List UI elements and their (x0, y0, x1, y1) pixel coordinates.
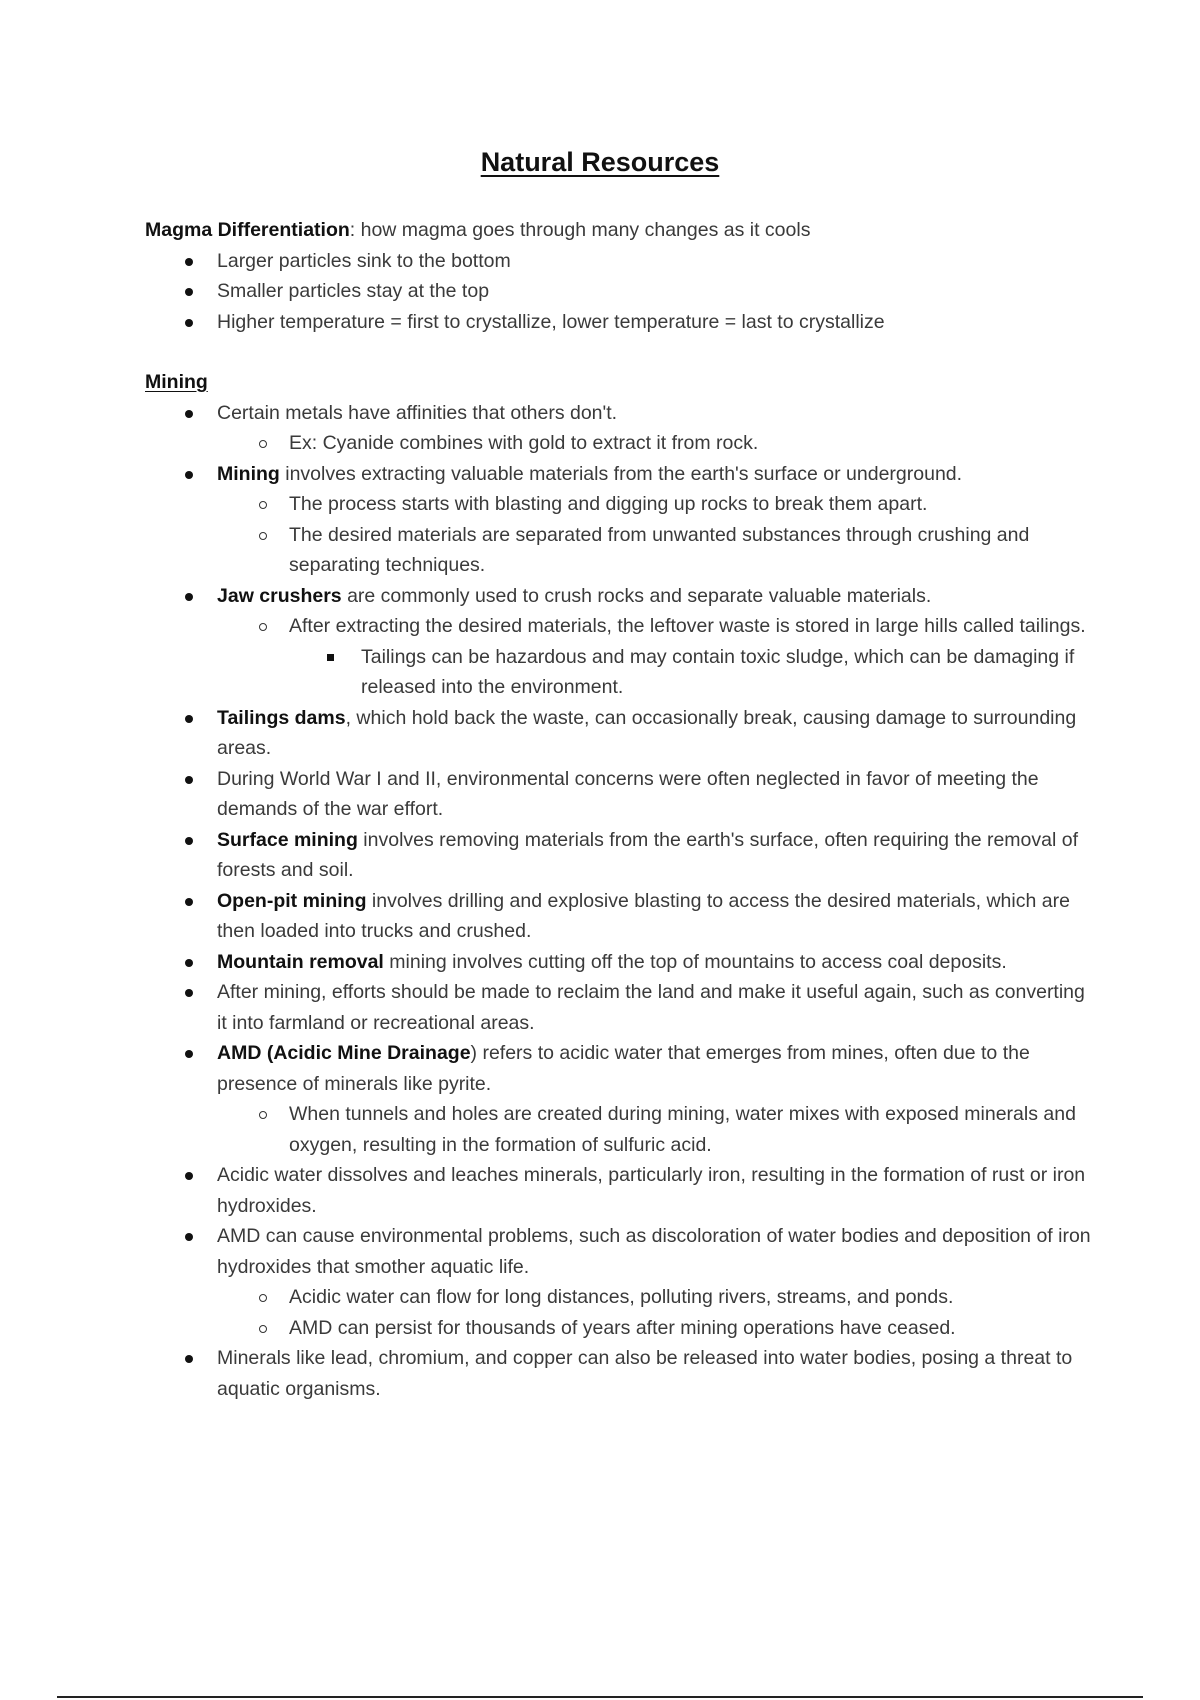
intro-definition (145, 215, 1095, 246)
list-item: Surface mining involves removing materials from the earth's surface, often requiring the removal of forests and soil. (145, 825, 1095, 886)
list-item: Certain metals have affinities that others don't. Ex: Cyanide combines with gold to extract it from rock. (145, 398, 1095, 459)
list-item: AMD (Acidic Mine Drainage) refers to acidic water that emerges from mines, often due to the presence of minerals like pyrite. When tunnels and holes are created during mining, water mixes with exposed minerals and oxygen, resulting in the formation of sulfuric acid. (145, 1038, 1095, 1160)
list-item: Acidic water dissolves and leaches minerals, particularly iron, resulting in the formation of rust or iron hydroxides. (145, 1160, 1095, 1221)
list-item: Mining involves extracting valuable materials from the earth's surface or underground. The process starts with blasting and digging up rocks to break them apart. The desired materials are separated from unwanted substances through crushing and separating techniques. (145, 459, 1095, 581)
document-body (145, 215, 1095, 1404)
list-item: Minerals like lead, chromium, and copper can also be released into water bodies, posing a threat to aquatic organisms. (145, 1343, 1095, 1404)
list-item: Smaller particles stay at the top (145, 276, 1095, 307)
intro-term: Magma Differentiation (145, 219, 350, 241)
list-item: Open-pit mining involves drilling and explosive blasting to access the desired materials, which are then loaded into trucks and crushed. (145, 886, 1095, 947)
list-item: Higher temperature = first to crystallize, lower temperature = last to crystallize (145, 307, 1095, 338)
list-item: During World War I and II, environmental concerns were often neglected in favor of meeting the demands of the war effort. (145, 764, 1095, 825)
sub-list-item: Ex: Cyanide combines with gold to extract it from rock. (217, 428, 1095, 459)
intro-definition-text: : how magma goes through many changes as it cools (349, 219, 811, 241)
sub-list-item: After extracting the desired materials, the leftover waste is stored in large hills called tailings. Tailings can be hazardous and may contain toxic sludge, which can be damaging if released into the environment. (217, 611, 1095, 703)
list-item: Mountain removal mining involves cutting off the top of mountains to access coal deposits. (145, 947, 1095, 978)
intro-bullet-list (145, 246, 1095, 338)
list-item: AMD can cause environmental problems, such as discoloration of water bodies and deposition of iron hydroxides that smother aquatic life. Acidic water can flow for long distances, polluting rivers, streams, and ponds. AMD can persist for thousands of years after mining operations have ceased. (145, 1221, 1095, 1343)
footer-divider (57, 1696, 1143, 1698)
sub-list-item: The desired materials are separated from unwanted substances through crushing and separating techniques. (217, 520, 1095, 581)
mining-bullet-list (145, 398, 1095, 1405)
sub-list-item: When tunnels and holes are created during mining, water mixes with exposed minerals and oxygen, resulting in the formation of sulfuric acid. (217, 1099, 1095, 1160)
sub-list-item: AMD can persist for thousands of years after mining operations have ceased. (217, 1313, 1095, 1344)
list-item: Larger particles sink to the bottom (145, 246, 1095, 277)
sub-list-item: The process starts with blasting and digging up rocks to break them apart. (217, 489, 1095, 520)
list-item: Jaw crushers are commonly used to crush rocks and separate valuable materials. After extracting the desired materials, the leftover waste is stored in large hills called tailings. Tailings can be hazardous and may contain toxic sludge, which can be damaging if released into the environment. (145, 581, 1095, 703)
list-item: After mining, efforts should be made to reclaim the land and make it useful again, such as converting it into farmland or recreational areas. (145, 977, 1095, 1038)
sub-list-item: Acidic water can flow for long distances, polluting rivers, streams, and ponds. (217, 1282, 1095, 1313)
section-heading-mining: Mining (145, 371, 208, 393)
list-item: Tailings dams, which hold back the waste, can occasionally break, causing damage to surrounding areas. (145, 703, 1095, 764)
page-title: Natural Resources (480, 147, 720, 177)
sub-sub-list-item: Tailings can be hazardous and may contain toxic sludge, which can be damaging if released into the environment. (289, 642, 1095, 703)
